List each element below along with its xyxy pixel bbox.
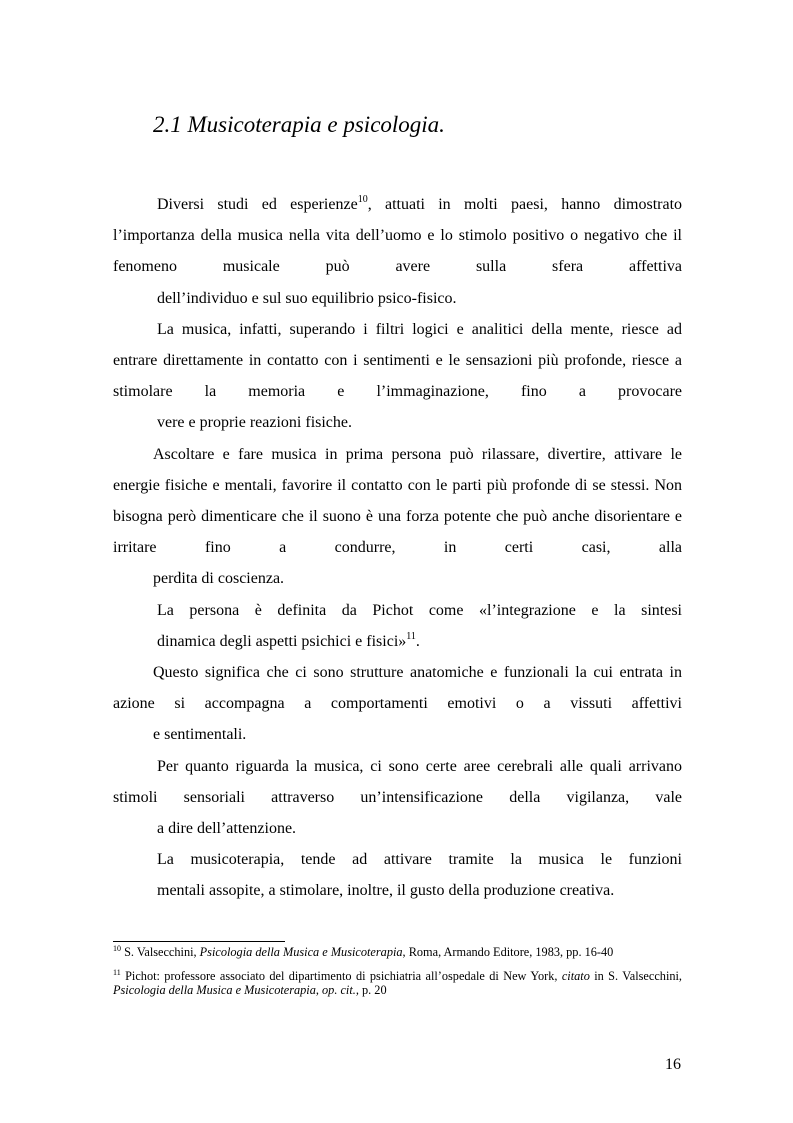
paragraph-5-text: Questo significa che ci sono strutture anatomiche e funzionali la cui entrata in azione si accompagna a comportamenti emotivi o a vissuti affettivi	[113, 664, 682, 713]
paragraph-6	[113, 751, 682, 845]
footnote-number: 10	[113, 944, 121, 953]
book-title: Psicologia della Musica e Musicoterapia	[113, 983, 316, 997]
body-text	[113, 189, 682, 907]
footnote-10	[113, 945, 682, 959]
paragraph-1-text-a: Diversi studi ed esperienze	[157, 196, 358, 213]
footnote-text: Pichot: professore associato del dipartimento di psichiatria all’ospedale di New York,	[120, 969, 562, 983]
paragraph-1-last-line: dell’individuo e sul suo equilibrio psico-fisico.	[157, 289, 457, 307]
paragraph-7-last-line: mentali assopite, a stimolare, inoltre, il gusto della produzione creativa.	[157, 882, 615, 900]
paragraph-4-text: La persona è definita da Pichot come «l’integrazione e la sintesi	[157, 601, 682, 619]
footnote-text: ,	[315, 983, 323, 997]
footnote-divider	[113, 941, 285, 942]
paragraph-2	[113, 314, 682, 439]
paragraph-3	[113, 439, 682, 595]
footnote-ref-10[interactable]: 10	[357, 194, 368, 205]
footnote-number: 11	[113, 968, 121, 977]
page-number: 16	[665, 1056, 681, 1073]
paragraph-4-end-text: dinamica degli aspetti psichici e fisici»	[157, 632, 407, 650]
book-title: Psicologia della Musica e Musicoterapia	[199, 945, 403, 959]
paragraph-7-text: La musicoterapia, tende ad attivare tramite la musica le funzioni	[157, 851, 682, 869]
footnote-text: in S. Valsecchini,	[589, 969, 682, 983]
paragraph-6-last-line: a dire dell’attenzione.	[157, 820, 297, 838]
footnotes	[113, 945, 682, 1007]
paragraph-2-last-line: vere e proprie reazioni fisiche.	[157, 414, 353, 432]
section-heading: 2.1 Musicoterapia e psicologia.	[153, 112, 445, 137]
paragraph-2-text: La musica, infatti, superando i filtri logici e analitici della mente, riesce ad entrare direttamente in contatto con i sentimenti e le sensazioni più profonde, riesce a stimolare la memoria e l’immaginazione, fino a provocare	[113, 320, 682, 401]
footnote-ref-11[interactable]: 11	[406, 630, 416, 642]
footnote-11	[113, 969, 682, 997]
paragraph-3-last-line: perdita di coscienza.	[153, 570, 285, 588]
citato-label: citato	[561, 969, 590, 983]
paragraph-4-last-line	[113, 626, 682, 657]
paragraph-7	[113, 844, 682, 906]
footnote-text: , Roma, Armando Editore, 1983, pp. 16-40	[402, 945, 614, 959]
paragraph-1	[113, 189, 682, 314]
op-cit: op. cit.,	[322, 983, 359, 997]
paragraph-5	[113, 657, 682, 751]
paragraph-6-text: Per quanto riguarda la musica, ci sono certe aree cerebrali alle quali arrivano stimoli sensoriali attraverso un’intensificazione della vigilanza, vale	[113, 757, 682, 806]
paragraph-5-last-line: e sentimentali.	[153, 726, 247, 744]
paragraph-1-text-b: , attuati in molti paesi, hanno dimostrato l’importanza della musica nella vita dell’uomo e lo stimolo positivo o negativo che il fenomeno musicale può avere sulla sfera affettiva	[113, 196, 683, 276]
paragraph-4-end-punct: .	[415, 632, 420, 650]
footnote-text: S. Valsecchini,	[121, 945, 200, 959]
paragraph-4	[113, 595, 682, 657]
footnote-text: p. 20	[358, 983, 387, 997]
paragraph-3-text: Ascoltare e fare musica in prima persona può rilassare, divertire, attivare le energie fisiche e mentali, favorire il contatto con le parti più profonde di se stessi. Non bisogna però dimenticare che il suono è una forza potente che può anche disorientare e irritare fino a condurre, in certi casi, alla	[113, 445, 682, 557]
